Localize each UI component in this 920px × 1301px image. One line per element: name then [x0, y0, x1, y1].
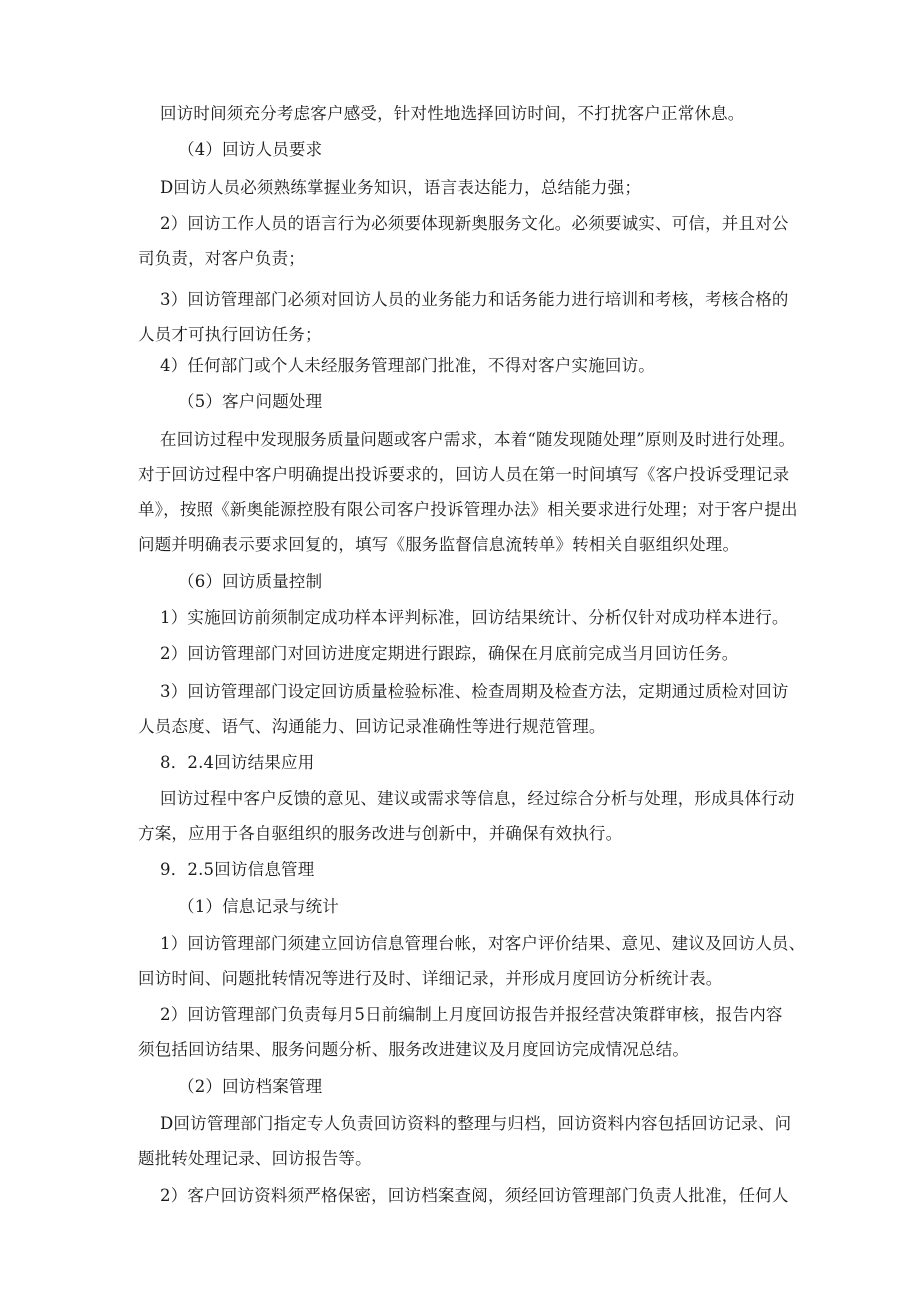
- text-line: 单》，按照《新奥能源控股有限公司客户投诉管理办法》相关要求进行处理；对于客户提出: [138, 500, 798, 519]
- paragraph: [160, 600, 800, 635]
- paragraph: [138, 674, 800, 744]
- paragraph: [160, 636, 800, 671]
- text-line: 对于回访过程中客户明确提出投诉要求的，回访人员在第一时间填写《客户投诉受理记录: [138, 465, 790, 484]
- text-line: 9．2.5回访信息管理: [160, 860, 315, 879]
- text-line: 8．2.4回访结果应用: [160, 753, 315, 772]
- text-line: 2）回访管理部门对回访进度定期进行跟踪，确保在月底前完成当月回访任务。: [160, 644, 739, 663]
- section-heading: [178, 132, 818, 167]
- text-line: 2）回访工作人员的语言行为必须要体现新奥服务文化。必须要诚实、可信，并且对公: [160, 214, 789, 233]
- paragraph: [138, 997, 800, 1067]
- paragraph: [138, 926, 806, 996]
- text-line: （4）回访人员要求: [178, 140, 323, 159]
- text-line: （1）信息记录与统计: [178, 897, 339, 916]
- text-line: 回访时间须充分考虑客户感受，针对性地选择回访时间，不打扰客户正常休息。: [160, 104, 745, 123]
- paragraph: [160, 348, 800, 383]
- text-line: （5）客户问题处理: [178, 392, 323, 411]
- text-line: 回访时间、问题批转情况等进行及时、详细记录，并形成月度回访分析统计表。: [138, 969, 723, 988]
- text-line: 司负责，对客户负责；: [138, 249, 305, 268]
- text-line: 在回访过程中发现服务质量问题或客户需求，本着“随发现随处理”原则及时进行处理。: [160, 430, 796, 449]
- section-heading: [160, 745, 800, 780]
- text-line: 2）回访管理部门负责每月5日前编制上月度回访报告并报经营决策群审核，报告内容: [160, 1005, 783, 1024]
- section-heading: [178, 1069, 818, 1104]
- text-line: 3）回访管理部门必须对回访人员的业务能力和话务能力进行培训和考核，考核合格的: [160, 290, 789, 309]
- text-line: 1）实施回访前须制定成功样本评判标准，回访结果统计、分析仅针对成功样本进行。: [160, 608, 789, 627]
- text-line: 4）任何部门或个人未经服务管理部门批准，不得对客户实施回访。: [160, 356, 655, 375]
- section-heading: [178, 564, 818, 599]
- paragraph: [138, 206, 800, 276]
- text-line: 问题并明确表示要求回复的，填写《服务监督信息流转单》转相关自驱组织处理。: [138, 535, 740, 554]
- text-line: 回访过程中客户反馈的意见、建议或需求等信息，经过综合分析与处理，形成具体行动: [160, 789, 795, 808]
- text-line: 1）回访管理部门须建立回访信息管理台帐，对客户评价结果、意见、建议及回访人员、: [160, 934, 806, 953]
- text-line: 方案，应用于各自驱组织的服务改进与创新中，并确保有效执行。: [138, 824, 623, 843]
- section-heading: [178, 384, 818, 419]
- text-line: D回访管理部门指定专人负责回访资料的整理与归档，回访资料内容包括回访记录、问: [160, 1114, 792, 1133]
- text-line: 人员态度、语气、沟通能力、回访记录准确性等进行规范管理。: [138, 717, 606, 736]
- text-line: 人员才可执行回访任务；: [138, 325, 322, 344]
- paragraph: [160, 1178, 800, 1213]
- text-line: 2）客户回访资料须严格保密，回访档案查阅，须经回访管理部门负责人批准，任何人: [160, 1186, 789, 1205]
- text-line: （2）回访档案管理: [178, 1077, 323, 1096]
- paragraph: [138, 282, 800, 352]
- paragraph: [138, 1106, 800, 1176]
- text-line: 须包括回访结果、服务问题分析、服务改进建议及月度回访完成情况总结。: [138, 1040, 690, 1059]
- text-line: 3）回访管理部门设定回访质量检验标准、检查周期及检查方法，定期通过质检对回访: [160, 682, 789, 701]
- text-line: （6）回访质量控制: [178, 572, 323, 591]
- paragraph: [138, 422, 800, 562]
- section-heading: [160, 852, 800, 887]
- paragraph: [160, 170, 800, 205]
- paragraph: [138, 781, 800, 851]
- text-line: D回访人员必须熟练掌握业务知识，语言表达能力，总结能力强；: [160, 178, 642, 197]
- text-line: 题批转处理记录、回访报告等。: [138, 1149, 372, 1168]
- paragraph: [160, 96, 800, 131]
- section-heading: [178, 889, 818, 924]
